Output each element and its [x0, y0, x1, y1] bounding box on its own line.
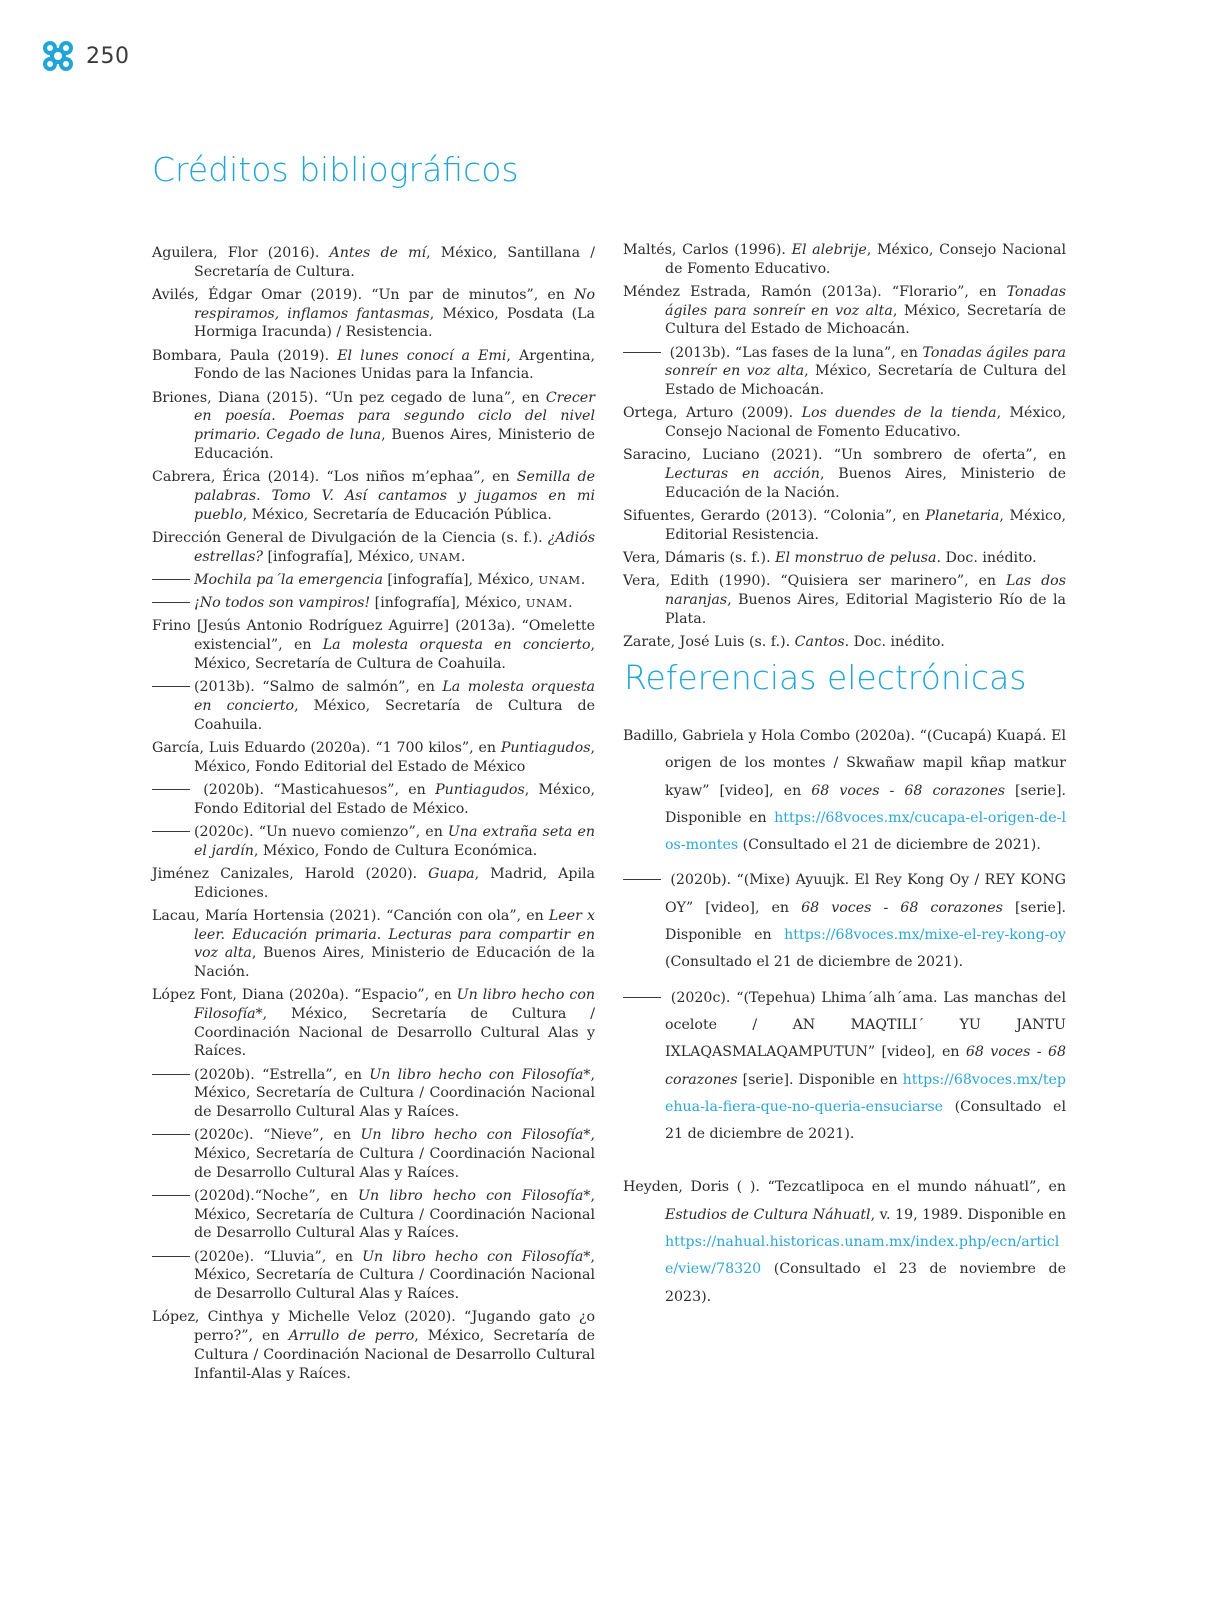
reference-title: ¿Adiós estrellas? [194, 529, 595, 565]
reference-text: . [460, 548, 466, 565]
reference-entry [623, 446, 1066, 502]
reference-title: Planetaria [925, 508, 1000, 525]
page-number: 250 [86, 43, 130, 69]
reference-title: Mochila pa´la emergencia [194, 571, 383, 588]
reference-entry [623, 572, 1066, 628]
reference-entry [152, 244, 595, 281]
reference-title: No respiramos, inflamos fantasmas [194, 287, 595, 322]
reference-text: (2020c). “(Tepehua) Lhima´alh´ama. Las manchas del ocelote / AN MAQTILI´ YU JANTU IXLAQASMALAQAMPUTUN” [video], en [665, 989, 1066, 1061]
reference-text: (Consultado el 21 de diciembre de 2021). [738, 837, 1041, 854]
reference-title: La molesta orquesta en concierto [322, 637, 591, 654]
reference-title: Un libro hecho con Filosofía* [362, 1248, 591, 1265]
reference-entry [152, 286, 595, 342]
reference-text: Ortega, Arturo (2009). [623, 405, 802, 422]
reference-text: [infografía], México, [370, 595, 526, 612]
reference-title: Tonadas ágiles para sonreír en voz alta [665, 344, 1067, 380]
reference-text: (2013b). “Las fases de la luna”, en [665, 344, 923, 361]
same-author-dash [623, 996, 661, 998]
reference-text: (2020d).“Noche”, en [194, 1188, 358, 1205]
reference-title: El alebrije [791, 242, 867, 258]
reference-entry [152, 389, 595, 464]
reference-link[interactable]: https://68voces.mx/cucapa-el-origen-de-los-montes [665, 809, 1066, 854]
reference-text: , Buenos Aires, Ministerio de Educación de la Nación. [194, 945, 595, 980]
reference-title: 68 voces - 68 corazones [665, 1044, 1066, 1088]
reference-entry [152, 986, 595, 1061]
bibliography-column-right [623, 241, 1066, 656]
reference-entry [152, 1308, 595, 1383]
same-author-dash [152, 788, 190, 790]
reference-title: Puntiagudos [500, 739, 591, 756]
reference-text: (2020c). “Nieve”, en [194, 1127, 361, 1144]
same-author-dash [152, 578, 190, 580]
reference-title: Tonadas ágiles para sonreír en voz alta [665, 284, 1066, 319]
reference-entry [623, 1174, 1066, 1310]
reference-text: Méndez Estrada, Ramón (2013a). “Florario”, en [623, 284, 1007, 300]
reference-text: , México, Secretaría de Cultura / Coordinación Nacional de Desarrollo Cultural Alas y Raíces. [194, 1005, 595, 1060]
reference-entry [152, 1187, 595, 1243]
reference-text: (2020b). “(Mixe) Ayuujk. El Rey Kong Oy / REY KONG OY” [video], en [665, 872, 1066, 916]
reference-text: , México, Secretaría de Cultura de Coahuila. [194, 637, 595, 672]
reference-text: Aguilera, Flor (2016). [152, 245, 330, 261]
reference-entry [623, 344, 1066, 400]
reference-text: , México, Santillana / Secretaría de Cultura. [194, 245, 595, 280]
reference-entry [152, 1248, 595, 1304]
quatrefoil-logo-icon [40, 38, 76, 74]
reference-text: , México, Fondo Editorial del Estado de México. [194, 781, 595, 817]
reference-text: . Doc. inédito. [844, 634, 945, 651]
reference-text: , México, Posdata (La Hormiga Iracunda) / Resistencia. [194, 305, 595, 341]
reference-text: García, Luis Eduardo (2020a). “1 700 kilos”, en [152, 739, 501, 756]
reference-text: , México, Fondo Editorial del Estado de México [194, 739, 595, 775]
reference-title: Los duendes de la tienda [801, 405, 997, 422]
reference-title: Un libro hecho con Filosofía* [360, 1127, 591, 1144]
reference-entry [152, 865, 595, 902]
reference-title: El monstruo de pelusa [775, 550, 937, 567]
reference-text: , México, Secretaría de Cultura / Coordinación Nacional de Desarrollo Cultural Alas y Raíces. [194, 1127, 595, 1181]
reference-text: Cabrera, Érica (2014). “Los niños m’ephaa”, en [152, 469, 517, 486]
reference-text: Maltés, Carlos (1996). [623, 242, 792, 258]
reference-title: Lecturas en acción [665, 466, 820, 483]
reference-text: , Argentina, Fondo de las Naciones Unidas para la Infancia. [194, 347, 595, 383]
reference-text: (Consultado el 21 de diciembre de 2021). [665, 1098, 1066, 1143]
reference-text: (2013b). “Salmo de salmón”, en [194, 679, 443, 696]
reference-title: Guapa [428, 865, 475, 882]
reference-title: Cantos [794, 634, 845, 651]
same-author-dash [152, 830, 190, 832]
reference-entry [623, 241, 1066, 278]
reference-entry [152, 468, 595, 524]
reference-text: Frino [Jesús Antonio Rodríguez Aguirre] (2013a). “Omelette existencial”, en [152, 618, 595, 654]
reference-text: , México, Secretaría de Cultura / Coordinación Nacional de Desarrollo Cultural Alas y Raíces. [194, 1188, 595, 1242]
reference-text: [serie]. Disponible en [665, 899, 1066, 944]
reference-text: Sifuentes, Gerardo (2013). “Colonia”, en [623, 508, 926, 525]
reference-text: , v. 19, 1989. Disponible en [870, 1206, 1066, 1223]
reference-title: Arrullo de perro [288, 1328, 415, 1345]
reference-text: [serie]. Disponible en [737, 1071, 903, 1088]
reference-title: Puntiagudos [435, 781, 525, 798]
reference-text: [infografía], México, [262, 548, 419, 565]
reference-title: 68 voces - 68 corazones [811, 782, 1005, 799]
reference-text: (Consultado el 21 de diciembre de 2021). [665, 954, 964, 971]
reference-link[interactable]: https://nahual.historicas.unam.mx/index.php/ecn/article/view/78320 [665, 1234, 1060, 1278]
reference-text: (2020e). “Lluvia”, en [194, 1248, 363, 1265]
reference-entry [152, 594, 595, 613]
reference-text: . [568, 595, 573, 612]
reference-text: , Madrid, Apila Ediciones. [194, 865, 595, 901]
reference-title: Estudios de Cultura Náhuatl [665, 1206, 871, 1223]
reference-text: , México, Secretaría de Cultura del Estado de Michoacán. [665, 302, 1066, 338]
reference-entry [152, 571, 595, 590]
reference-title: 68 voces - 68 corazones [801, 899, 1003, 916]
reference-link[interactable]: https://68voces.mx/mixe-el-rey-kong-oy [784, 927, 1066, 944]
reference-entry [152, 678, 595, 734]
reference-text: [infografía], México, [382, 571, 539, 588]
reference-publisher-abbr: UNAM [418, 549, 461, 564]
reference-entry [623, 549, 1066, 568]
reference-text: , México, Secretaría de Cultura / Coordinación Nacional de Desarrollo Cultural Alas y Raíces. [194, 1066, 595, 1121]
reference-text: . Doc. inédito. [936, 550, 1037, 567]
reference-text: (2020b). “Estrella”, en [194, 1066, 370, 1083]
reference-entry [623, 985, 1066, 1149]
reference-text: , México, Secretaría de Cultura del Estado de Michoacán. [665, 363, 1066, 399]
reference-text: Briones, Diana (2015). “Un pez cegado de luna”, en [152, 389, 546, 406]
reference-entry [152, 617, 595, 673]
same-author-dash [623, 351, 661, 353]
same-author-dash [152, 685, 190, 687]
reference-title: Una extraña seta en el jardín [194, 823, 595, 859]
reference-entry [152, 1066, 595, 1122]
reference-entry [623, 283, 1066, 339]
reference-text: . [580, 571, 586, 588]
reference-title: Las dos naranjas [665, 573, 1067, 609]
reference-text: , México, Secretaría de Cultura / Coordinación Nacional de Desarrollo Cultural Infantil-Alas y Raíces. [194, 1328, 595, 1382]
reference-text: Jiménez Canizales, Harold (2020). [152, 865, 429, 882]
reference-entry [152, 1126, 595, 1182]
reference-entry [623, 633, 1066, 652]
reference-text: Badillo, Gabriela y Hola Combo (2020a). “(Cucapá) Kuapá. El origen de los montes / Skwañaw mapil kñap matkur kyaw” [video], en [623, 728, 1066, 799]
reference-text: (Consultado el 23 de noviembre de 2023). [665, 1261, 1066, 1305]
section-title-creditos: Créditos bibliográficos [152, 150, 519, 189]
same-author-dash [623, 878, 661, 880]
reference-text: Lacau, María Hortensia (2021). “Canción con ola”, en [152, 907, 549, 924]
reference-text: Saracino, Luciano (2021). “Un sombrero de oferta”, en [623, 447, 1066, 464]
same-author-dash [152, 1255, 190, 1257]
reference-text: , México, Secretaría de Educación Pública. [242, 506, 552, 523]
reference-title: Un libro hecho con Filosofía* [369, 1066, 591, 1083]
reference-text: López Font, Diana (2020a). “Espacio”, en [152, 987, 457, 1004]
reference-text: , México, Fondo de Cultura Económica. [253, 842, 538, 859]
reference-title: Un libro hecho con Filosofía* [358, 1188, 591, 1205]
reference-publisher-abbr: UNAM [525, 596, 569, 611]
reference-text: , México, Consejo Nacional de Fomento Educativo. [665, 242, 1066, 277]
reference-entry [152, 907, 595, 982]
reference-entry [623, 404, 1066, 441]
reference-text: , México, Secretaría de Cultura de Coahuila. [194, 697, 596, 733]
electronic-references-column [623, 723, 1066, 1319]
reference-entry [152, 781, 595, 818]
reference-text: Zarate, José Luis (s. f.). [623, 634, 795, 651]
reference-title: Semilla de palabras. Tomo V. Así cantamos y jugamos en mi pueblo [194, 469, 595, 523]
reference-text: (2020c). “Un nuevo comienzo”, en [194, 823, 448, 840]
same-author-dash [152, 601, 190, 603]
reference-entry [623, 507, 1066, 544]
reference-text: , México, Secretaría de Cultura / Coordinación Nacional de Desarrollo Cultural Alas y Raíces. [194, 1248, 595, 1303]
reference-text: , México, Editorial Resistencia. [665, 508, 1066, 543]
same-author-dash [152, 1073, 190, 1075]
reference-text: Vera, Dámaris (s. f.). [623, 550, 776, 567]
reference-text: Dirección General de Divulgación de la Ciencia (s. f.). [152, 529, 548, 546]
reference-text: Vera, Edith (1990). “Quisiera ser marinero”, en [623, 573, 1006, 590]
reference-entry [623, 867, 1066, 976]
reference-entry [152, 529, 595, 566]
same-author-dash [152, 1194, 190, 1196]
same-author-dash [152, 1133, 190, 1135]
reference-text: , Buenos Aires, Editorial Magisterio Río de la Plata. [665, 592, 1066, 627]
reference-text: [serie]. Disponible en [665, 782, 1066, 826]
reference-link[interactable]: https://68voces.mx/tepehua-la-fiera-que-no-queria-ensuciarse [665, 1071, 1066, 1115]
reference-text: Bombara, Paula (2019). [152, 347, 338, 364]
reference-text: López, Cinthya y Michelle Veloz (2020). “Jugando gato ¿o perro?”, en [152, 1309, 595, 1345]
reference-title: Crecer en poesía. Poemas para segundo ciclo del nivel primario. Cegado de luna [194, 389, 595, 444]
reference-text: , Buenos Aires, Ministerio de Educación de la Nación. [665, 466, 1066, 501]
reference-title: Leer x leer. Educación primaria. Lecturas para compartir en voz alta [194, 907, 595, 962]
reference-text: (2020b). “Masticahuesos”, en [194, 781, 436, 798]
reference-entry [623, 723, 1066, 859]
section-title-referencias: Referencias electrónicas [624, 658, 1027, 697]
reference-entry [152, 347, 595, 384]
reference-title: Un libro hecho con Filosofía* [194, 987, 595, 1022]
page-header [40, 38, 130, 74]
reference-text: Heyden, Doris ( ). “Tezcatlipoca en el mundo náhuatl”, en [623, 1179, 1066, 1196]
reference-publisher-abbr: UNAM [538, 572, 581, 587]
reference-entry [152, 823, 595, 860]
reference-title: ¡No todos son vampiros! [194, 595, 371, 612]
reference-text: , Buenos Aires, Ministerio de Educación. [194, 427, 595, 462]
bibliography-column-left [152, 244, 595, 1388]
reference-text: , México, Consejo Nacional de Fomento Educativo. [665, 405, 1066, 441]
reference-entry [152, 739, 595, 776]
reference-title: El lunes conocí a Emi [337, 347, 507, 364]
reference-title: Antes de mí [329, 245, 427, 261]
reference-text: Avilés, Édgar Omar (2019). “Un par de minutos”, en [152, 287, 575, 303]
reference-title: La molesta orquesta en concierto [194, 679, 595, 714]
